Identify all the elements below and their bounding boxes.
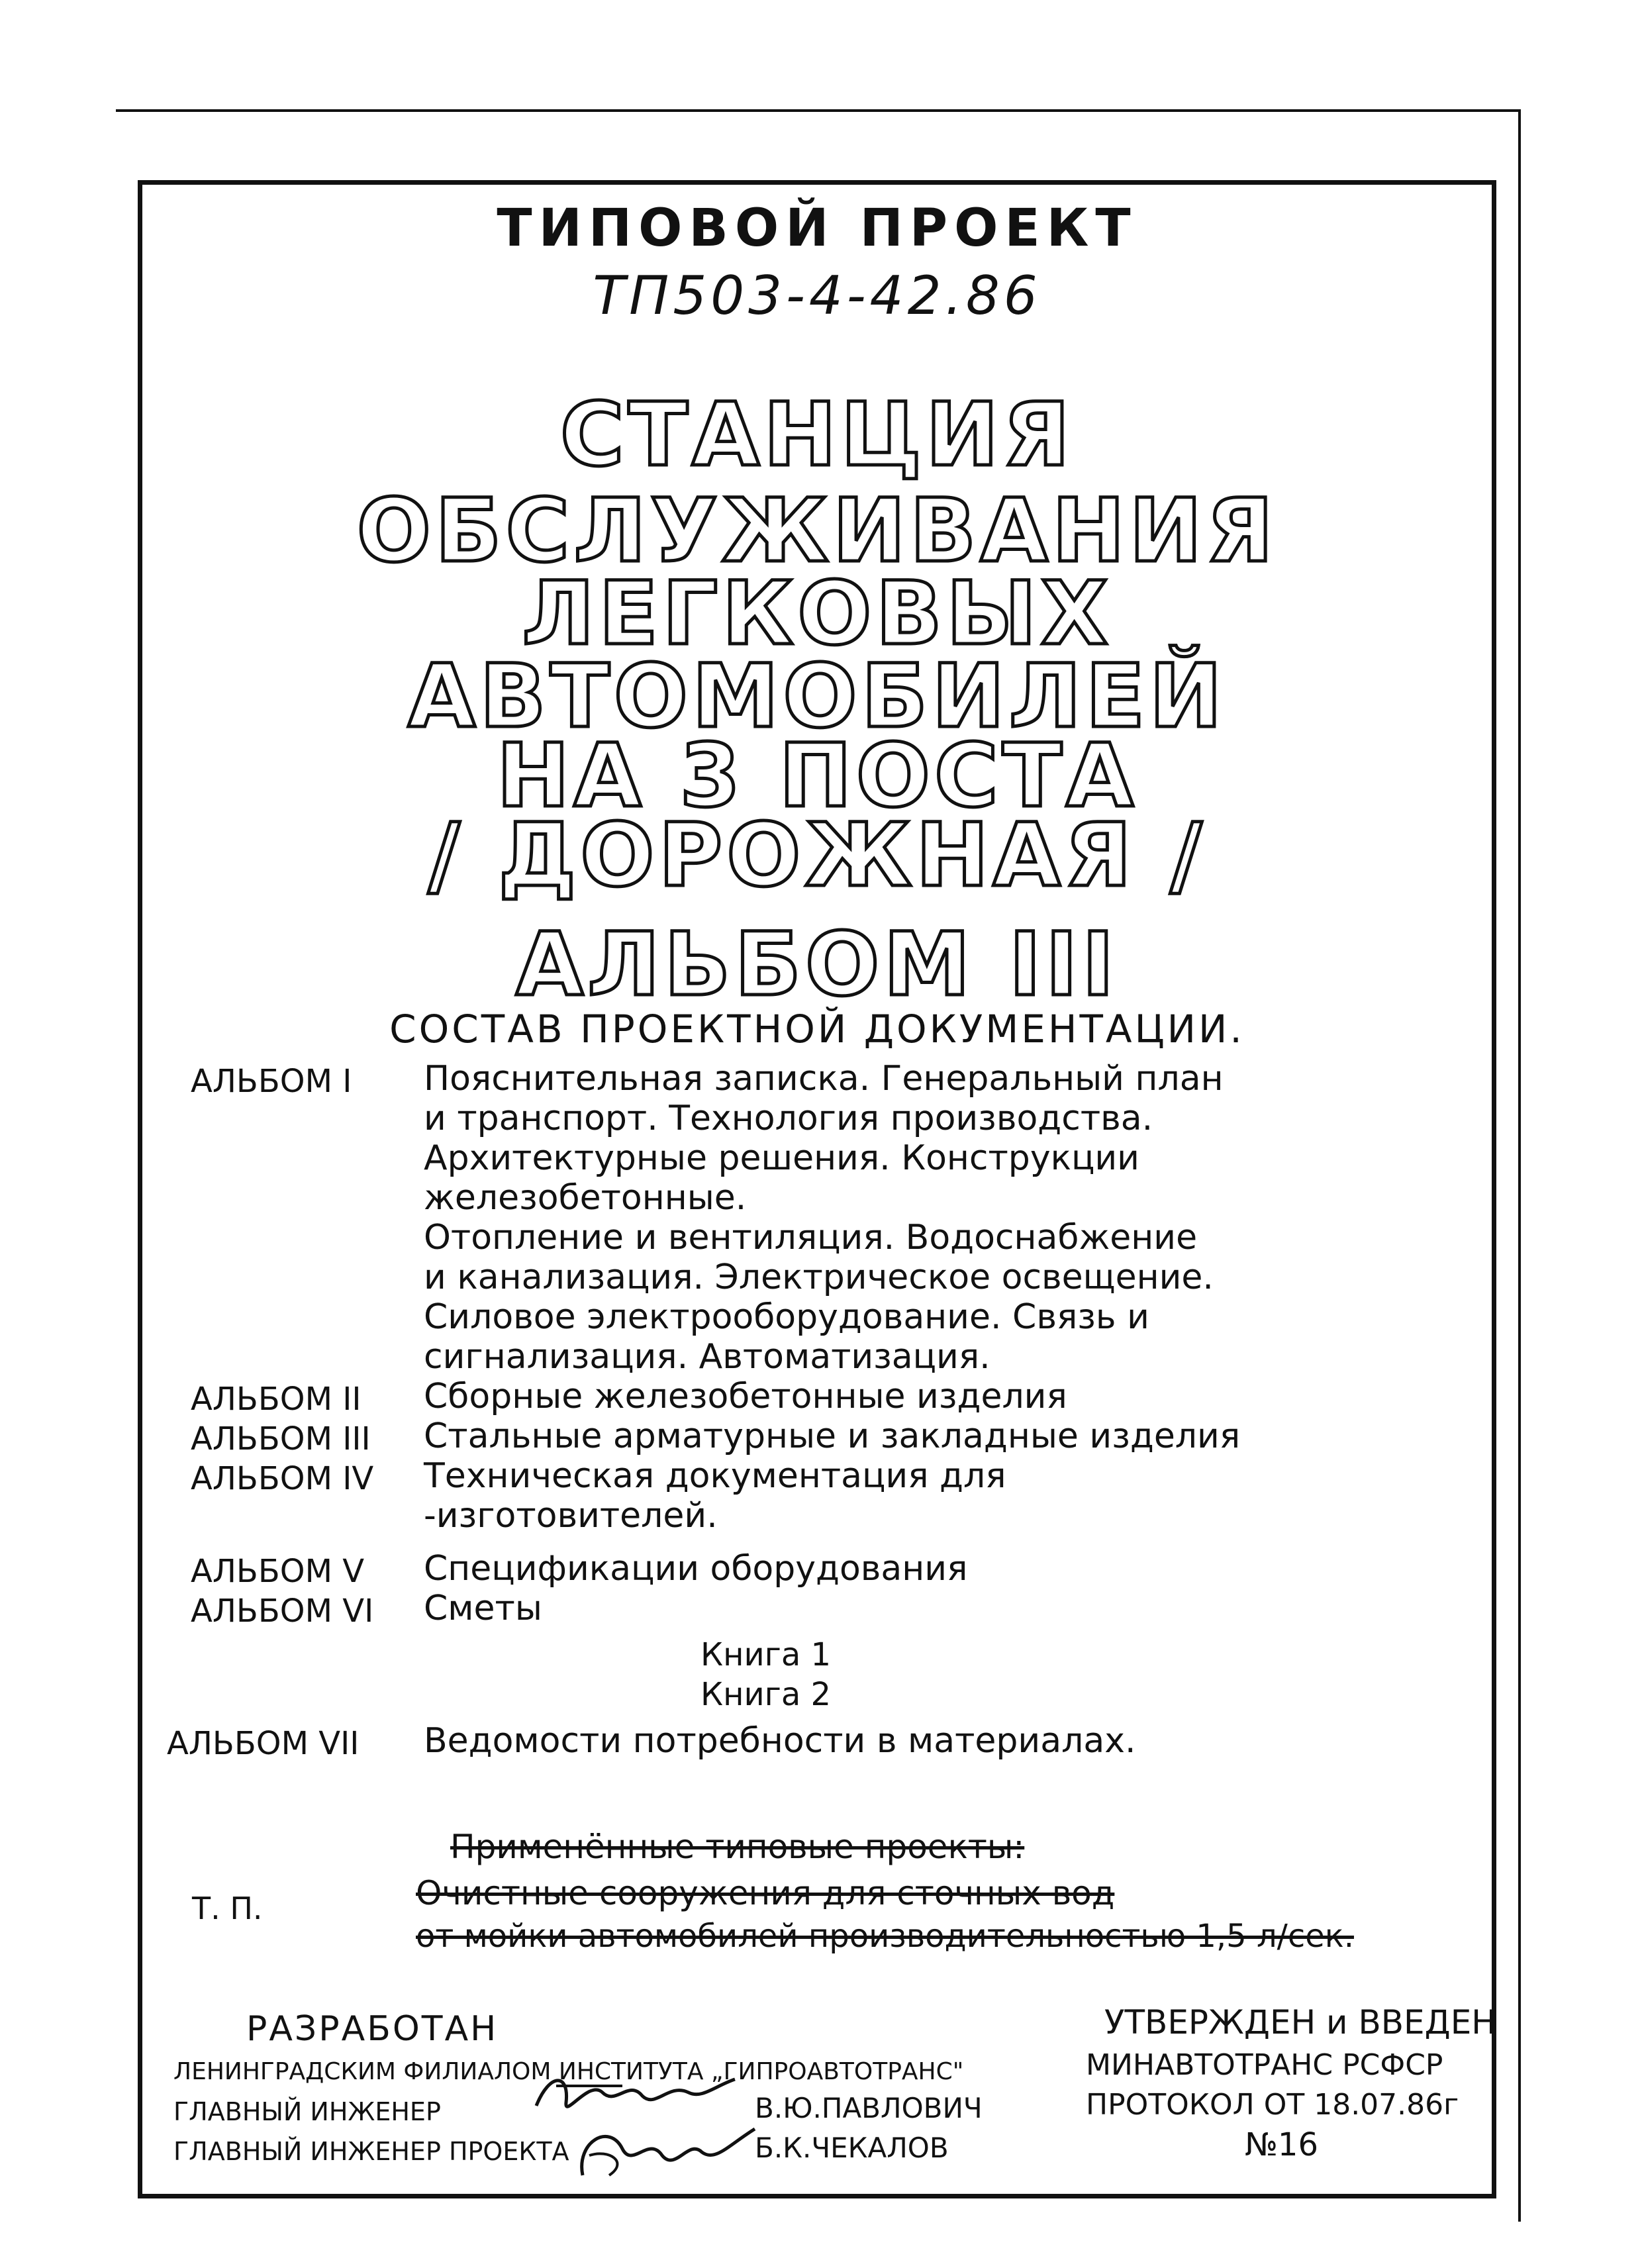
album-line: Сборные железобетонные изделия bbox=[424, 1377, 1067, 1416]
applied-heading: Применённые типовые проекты: bbox=[450, 1828, 1025, 1866]
top-border-line bbox=[116, 109, 1520, 112]
album-line: и транспорт. Технология производства. bbox=[424, 1099, 1153, 1138]
applied-line: от мойки автомобилей производительностью 1,5 л/сек. bbox=[416, 1918, 1354, 1955]
album-line: Силовое электрооборудование. Связь и bbox=[424, 1297, 1149, 1337]
album-line: Сметы bbox=[424, 1589, 542, 1628]
album-line: сигнализация. Автоматизация. bbox=[424, 1337, 990, 1377]
chief-engineer-label: ГЛАВНЫЙ ИНЖЕНЕР bbox=[173, 2097, 441, 2126]
album-line: Архитектурные решения. Конструкции bbox=[424, 1138, 1139, 1178]
album-label-1: АЛЬБОМ I bbox=[191, 1063, 352, 1100]
title-line-1: СТАНЦИЯ bbox=[559, 384, 1075, 486]
approval-org: МИНАВТОТРАНС РСФСР bbox=[1086, 2048, 1443, 2082]
album-line: Отопление и вентиляция. Водоснабжение bbox=[424, 1218, 1198, 1257]
developer-heading: РАЗРАБОТАН bbox=[246, 2009, 499, 2049]
approval-protocol: ПРОТОКОЛ ОТ 18.07.86г bbox=[1086, 2088, 1459, 2122]
right-border-line bbox=[1518, 109, 1521, 2222]
album-label-7: АЛЬБОМ VII bbox=[167, 1725, 360, 1762]
applied-line: Очистные сооружения для сточных вод bbox=[416, 1874, 1115, 1912]
developer-org: ЛЕНИНГРАДСКИМ ФИЛИАЛОМ ИНСТИТУТА „ГИПРОАВТОТРАНС" bbox=[173, 2058, 964, 2085]
album-line: Спецификации оборудования bbox=[424, 1549, 968, 1589]
title-line-2: ОБСЛУЖИВАНИЯ bbox=[356, 480, 1278, 582]
album-label-6: АЛЬБОМ VI bbox=[191, 1593, 374, 1630]
album-label-2: АЛЬБОМ II bbox=[191, 1381, 362, 1418]
approval-heading: УТВЕРЖДЕН и ВВЕДЕН bbox=[1104, 2003, 1496, 2042]
project-engineer-name: Б.К.ЧЕКАЛОВ bbox=[755, 2132, 949, 2164]
title-line-5: НА 3 ПОСТА bbox=[496, 725, 1138, 827]
album-label-5: АЛЬБОМ V bbox=[191, 1553, 365, 1590]
album-line: Пояснительная записка. Генеральный план bbox=[424, 1059, 1224, 1099]
title-line-6: / ДОРОЖНАЯ / bbox=[428, 805, 1206, 907]
composition-heading: СОСТАВ ПРОЕКТНОЙ ДОКУМЕНТАЦИИ. bbox=[389, 1007, 1245, 1052]
album-line: Техническая документация для bbox=[424, 1456, 1006, 1496]
applied-label: Т. П. bbox=[192, 1891, 263, 1926]
album-label-3: АЛЬБОМ III bbox=[191, 1420, 371, 1457]
project-code: ТП503-4-42.86 bbox=[593, 265, 1041, 326]
title-line-3: ЛЕГКОВЫХ bbox=[522, 563, 1112, 665]
project-type-label: ТИПОВОЙ ПРОЕКТ bbox=[497, 199, 1137, 258]
title-line-4: АВТОМОБИЛЕЙ bbox=[408, 646, 1226, 748]
album-line: Ведомости потребности в материалах. bbox=[424, 1721, 1136, 1761]
chief-engineer-name: В.Ю.ПАВЛОВИЧ bbox=[755, 2092, 983, 2124]
book-1: Книга 1 bbox=[700, 1636, 832, 1673]
album-title: АЛЬБОМ III bbox=[516, 914, 1118, 1016]
album-line: -изготовителей. bbox=[424, 1496, 718, 1536]
book-2: Книга 2 bbox=[700, 1676, 832, 1713]
approval-number: №16 bbox=[1245, 2126, 1318, 2163]
project-engineer-label: ГЛАВНЫЙ ИНЖЕНЕР ПРОЕКТА bbox=[173, 2137, 569, 2166]
album-line: и канализация. Электрическое освещение. bbox=[424, 1257, 1214, 1297]
album-line: железобетонные. bbox=[424, 1178, 747, 1218]
album-label-4: АЛЬБОМ IV bbox=[191, 1460, 374, 1497]
project-engineer-signature bbox=[569, 2116, 761, 2189]
album-line: Стальные арматурные и закладные изделия bbox=[424, 1416, 1241, 1456]
